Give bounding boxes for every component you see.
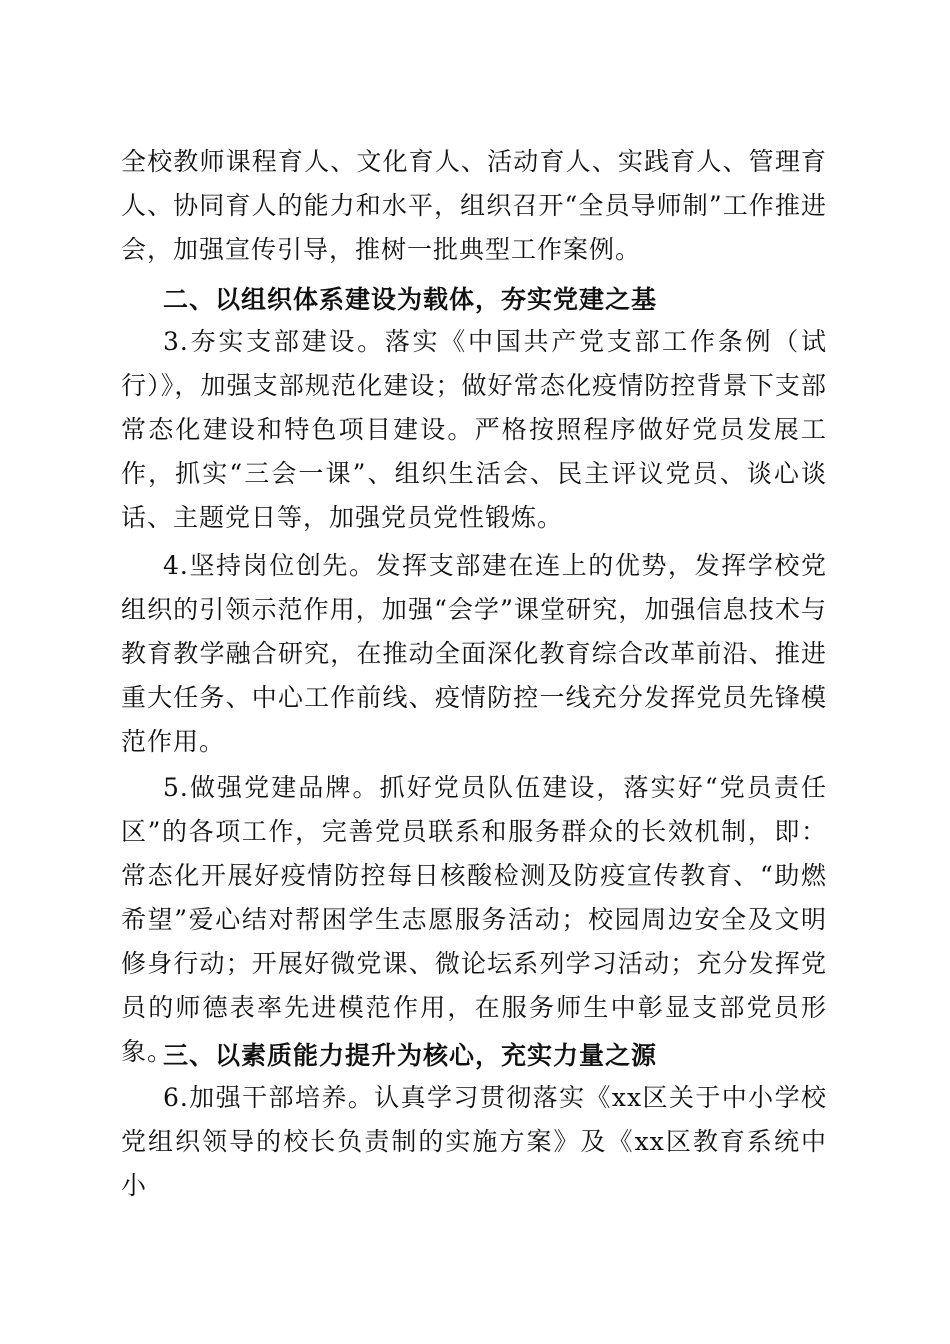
- paragraph-item-5: 5.做强党建品牌。抓好党员队伍建设，落实好“党员责任区”的各项工作，完善党员联系和服务群众的长效机制，即：常态化开展好疫情防控每日核酸检测及防疫宣传教育、“助燃希望”爱心结对帮困学生志愿服务活动；校园周边安全及文明修身行动；开展好微党课、微论坛系列学习活动；充分发挥党员的师德表率先进模范作用，在服务师生中彰显支部党员形象。: [121, 773, 827, 1066]
- section-heading-2: 二、以组织体系建设为载体，夯实党建之基: [163, 285, 658, 314]
- paragraph-item-4: 4.坚持岗位创先。发挥支部建在连上的优势，发挥学校党组织的引领示范作用，加强“会学”课堂研究，加强信息技术与教育教学融合研究，在推动全面深化教育综合改革前沿、推进重大任务、中心工作前线、疫情防控一线充分发挥党员先锋模范作用。: [121, 551, 827, 756]
- continuation-paragraph: 全校教师课程育人、文化育人、活动育人、实践育人、管理育人、协同育人的能力和水平，组织召开“全员导师制”工作推进会，加强宣传引导，推树一批典型工作案例。: [121, 147, 827, 264]
- section-heading-3: 三、以素质能力提升为核心，充实力量之源: [163, 1041, 658, 1070]
- paragraph-item-3: 3.夯实支部建设。落实《中国共产党支部工作条例（试行）》，加强支部规范化建设；做好常态化疫情防控背景下支部常态化建设和特色项目建设。严格按照程序做好党员发展工作，抓实“三会一课”、组织生活会、民主评议党员、谈心谈话、主题党日等，加强党员党性锻炼。: [121, 327, 827, 532]
- paragraph-item-6: 6.加强干部培养。认真学习贯彻落实《xx区关于中小学校党组织领导的校长负责制的实施方案》及《xx区教育系统中小: [121, 1083, 827, 1200]
